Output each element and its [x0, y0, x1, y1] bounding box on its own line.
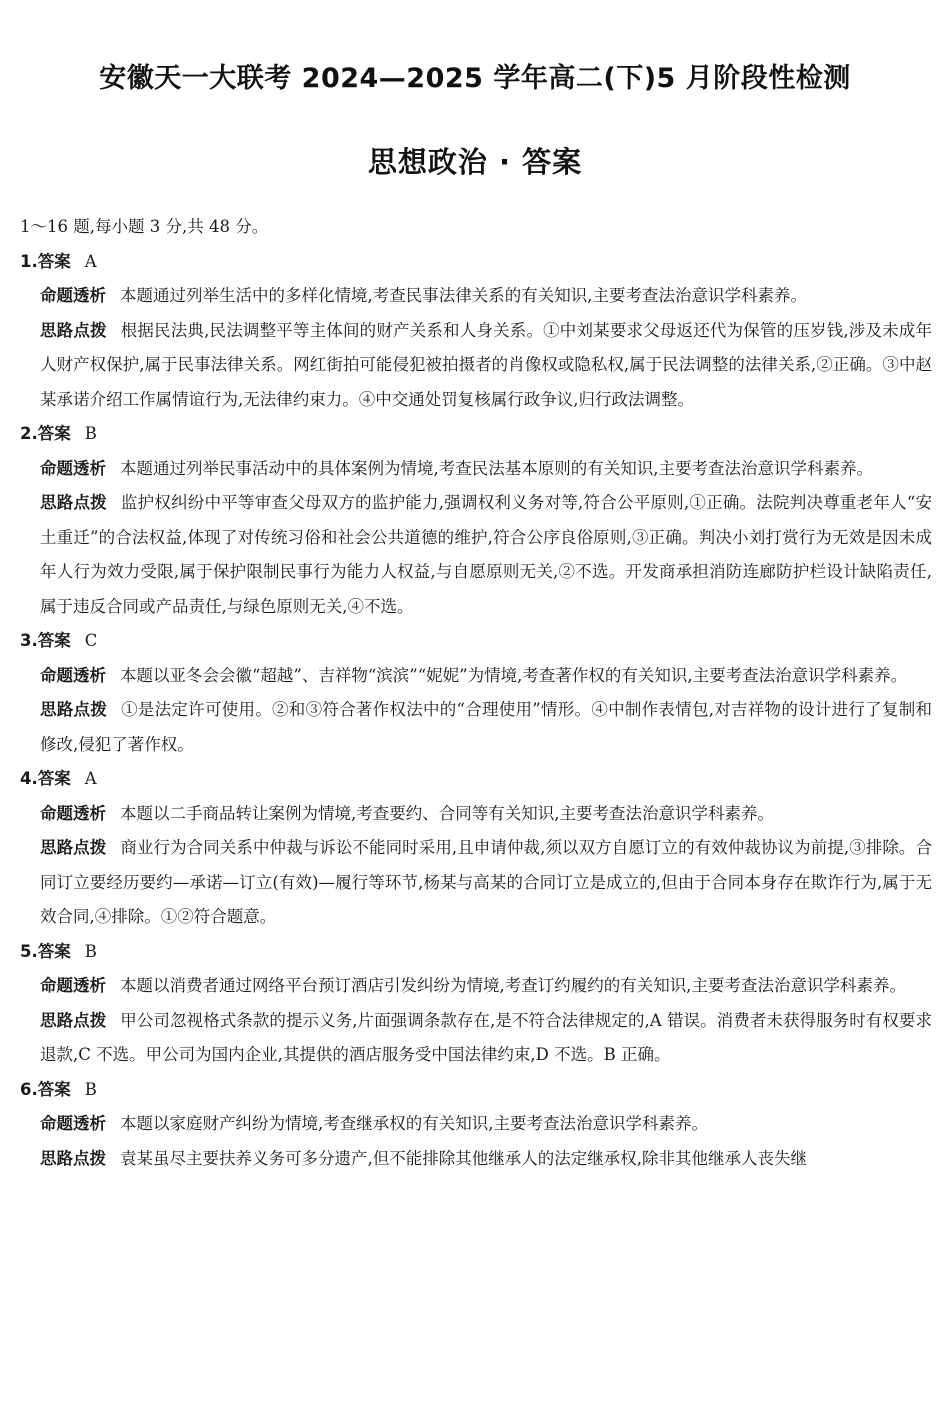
analysis-paragraph	[40, 797, 932, 832]
analysis-label: 命题透析	[40, 458, 106, 478]
answer-choice: B	[84, 424, 97, 443]
subject-title: 思想政治 · 答案	[367, 145, 583, 179]
question-block	[20, 935, 932, 1073]
analysis-paragraph	[40, 1107, 932, 1142]
analysis-text: 本题以二手商品转让案例为情境,考查要约、合同等有关知识,主要考查法治意识学科素养。	[120, 803, 774, 823]
analysis-paragraph	[40, 279, 932, 314]
answer-label: 答案	[37, 769, 71, 788]
answer-line	[20, 762, 932, 797]
hint-label: 思路点拨	[40, 493, 107, 512]
hint-text: 甲公司忽视格式条款的提示义务,片面强调条款存在,是不符合法律规定的,A 错误。消费者未获得服务时有权要求退款,C 不选。甲公司为国内企业,其提供的酒店服务受中国法律约束,D 不选。B 正确。	[40, 1010, 932, 1064]
question-number: 2.	[20, 424, 38, 443]
analysis-paragraph	[40, 452, 932, 487]
analysis-label: 命题透析	[40, 1114, 106, 1133]
answer-line	[20, 935, 932, 970]
question-block	[20, 762, 932, 935]
answer-line	[20, 417, 932, 452]
answer-label: 答案	[37, 424, 71, 443]
hint-paragraph	[40, 693, 932, 762]
answer-choice: A	[84, 769, 97, 788]
question-number: 5.	[20, 941, 38, 961]
hint-paragraph	[40, 486, 932, 624]
answer-line	[20, 245, 932, 280]
hint-paragraph	[40, 314, 932, 418]
hint-paragraph	[40, 831, 932, 935]
answer-choice: A	[84, 251, 97, 271]
answer-label: 答案	[37, 941, 71, 961]
hint-label: 思路点拨	[40, 838, 107, 857]
hint-text: ①是法定许可使用。②和③符合著作权法中的“合理使用”情形。④中制作表情包,对吉祥物的设计进行了复制和修改,侵犯了著作权。	[40, 700, 932, 754]
question-number: 1.	[20, 251, 38, 271]
hint-label: 思路点拨	[40, 320, 107, 340]
hint-text: 监护权纠纷中平等审查父母双方的监护能力,强调权利义务对等,符合公平原则,①正确。法院判决尊重老年人“安土重迁”的合法权益,体现了对传统习俗和社会公共道德的维护,符合公序良俗原则,③正确。判决小刘打赏行为无效是因未成年人行为效力受限,属于保护限制民事行为能力人权益,与自愿原则无关,②不选。开发商承担消防连廊防护栏设计缺陷责任,属于违反合同或产品责任,与绿色原则无关,④不选。	[40, 493, 933, 616]
question-block	[20, 245, 932, 418]
analysis-label: 命题透析	[40, 976, 106, 995]
analysis-text: 本题通过列举民事活动中的具体案例为情境,考查民法基本原则的有关知识,主要考查法治意识学科素养。	[120, 458, 873, 478]
hint-label: 思路点拨	[40, 700, 108, 719]
question-number: 6.	[20, 1079, 38, 1099]
hint-paragraph	[40, 1142, 932, 1177]
analysis-label: 命题透析	[40, 803, 106, 823]
section-intro: 1～16 题,每小题 3 分,共 48 分。	[20, 217, 269, 236]
answer-content	[20, 210, 932, 1176]
answer-label: 答案	[37, 1079, 71, 1099]
question-block	[20, 624, 932, 762]
analysis-paragraph	[40, 659, 932, 694]
answer-label: 答案	[37, 631, 71, 650]
hint-paragraph	[40, 1004, 932, 1073]
hint-label: 思路点拨	[40, 1010, 107, 1030]
hint-label: 思路点拨	[40, 1148, 106, 1168]
analysis-label: 命题透析	[40, 665, 106, 685]
analysis-paragraph	[40, 969, 932, 1004]
answer-line	[20, 624, 932, 659]
analysis-text: 本题以消费者通过网络平台预订酒店引发纠纷为情境,考查订约履约的有关知识,主要考查法治意识学科素养。	[120, 976, 906, 995]
exam-title: 安徽天一大联考 2024—2025 学年高二(下)5 月阶段性检测	[99, 63, 851, 94]
question-block	[20, 417, 932, 624]
analysis-text: 本题通过列举生活中的多样化情境,考查民事法律关系的有关知识,主要考查法治意识学科素养。	[120, 286, 807, 305]
analysis-text: 本题以家庭财产纠纷为情境,考查继承权的有关知识,主要考查法治意识学科素养。	[120, 1114, 708, 1133]
analysis-label: 命题透析	[40, 286, 106, 305]
question-block	[20, 1073, 932, 1177]
question-number: 4.	[20, 769, 38, 788]
hint-text: 商业行为合同关系中仲裁与诉讼不能同时采用,且申请仲裁,须以双方自愿订立的有效仲裁协议为前提,③排除。合同订立要经历要约—承诺—订立(有效)—履行等环节,杨某与高某的合同订立是成立的,但由于合同本身存在欺诈行为,属于无效合同,④排除。①②符合题意。	[40, 838, 932, 926]
answer-line	[20, 1073, 932, 1108]
question-number: 3.	[20, 631, 38, 650]
analysis-text: 本题以亚冬会会徽“超越”、吉祥物“滨滨”“妮妮”为情境,考查著作权的有关知识,主要考查法治意识学科素养。	[120, 665, 908, 685]
answer-choice: C	[84, 631, 98, 650]
answer-label: 答案	[37, 251, 71, 271]
answer-choice: B	[84, 1079, 97, 1099]
hint-text: 根据民法典,民法调整平等主体间的财产关系和人身关系。①中刘某要求父母返还代为保管的压岁钱,涉及未成年人财产权保护,属于民事法律关系。网红街拍可能侵犯被拍摄者的肖像权或隐私权,属于民法调整的法律关系,②正确。③中赵某承诺介绍工作属情谊行为,无法律约束力。④中交通处罚复核属行政争议,归行政法调整。	[40, 320, 932, 409]
hint-text: 袁某虽尽主要扶养义务可多分遗产,但不能排除其他继承人的法定继承权,除非其他继承人丧失继	[120, 1148, 807, 1168]
answer-choice: B	[84, 941, 97, 961]
